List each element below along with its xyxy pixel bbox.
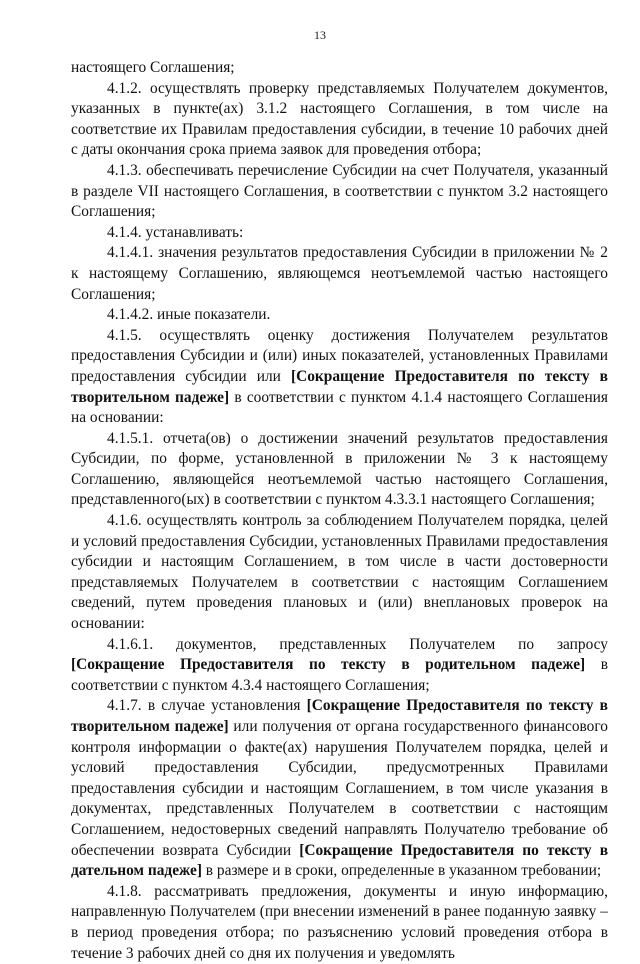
- paragraph: [71, 635, 608, 697]
- placeholder-bold-text: [Сокращение Предоставителя по тексту в дательном падеже]: [71, 841, 609, 880]
- paragraph-text: в размере и в сроки, определенные в указанном требовании;: [201, 862, 602, 880]
- paragraph: [71, 511, 608, 635]
- paragraph: [71, 243, 608, 305]
- paragraph-text: 4.1.6.1. документов, представленных Получателем по запросу: [107, 635, 608, 653]
- paragraph-text: настоящего Соглашения;: [71, 59, 235, 76]
- paragraph-text: 4.1.8. рассматривать предложения, документы и иную информацию, направленную Получателем (при внесении изменений в ранее поданную заявку – в период проведения отбора; по разъяснению условий проведения отбора в течение 3 рабочих дней со дня их получения и уведомлять: [71, 882, 608, 962]
- placeholder-bold-text: [Сокращение Предоставителя по тексту в творительном падеже]: [71, 367, 608, 406]
- placeholder-bold-text: [Сокращение Предоставителя по тексту в творительном падеже]: [71, 697, 608, 735]
- paragraph-text: 4.1.4.2. иные показатели.: [107, 306, 271, 324]
- placeholder-bold-text: [Сокращение Предоставителя по тексту в родительном падеже]: [71, 656, 586, 674]
- paragraph: [71, 305, 608, 326]
- paragraph-text: 4.1.5. осуществлять оценку достижения Получателем результатов предоставления Субсидии и (или) иных показателей, установленных Правилами предоставления субсидии или: [71, 326, 608, 385]
- paragraph-text: в соответствии с пунктом 4.1.4 настоящего Соглашения на основании:: [71, 388, 608, 427]
- paragraph-text: 4.1.4. устанавливать:: [107, 223, 244, 241]
- paragraph: [71, 696, 608, 881]
- paragraph: [71, 58, 608, 79]
- paragraph: [71, 429, 608, 511]
- paragraph-text: 4.1.7. в случае установления: [107, 697, 307, 715]
- paragraph-text: 4.1.5.1. отчета(ов) о достижении значений результатов предоставления Субсидии, по форме, установленной в приложении № 3 к настоящему Соглашению, являющейся неотъемлемой частью настоящего Соглашения, представленного(ых) в соответствии с пунктом 4.3.3.1 настоящего Соглашения;: [71, 429, 608, 509]
- paragraph: [71, 882, 608, 964]
- paragraph-text: в соответствии с пунктом 4.3.4 настоящего Соглашения;: [71, 656, 608, 694]
- paragraph-text: 4.1.4.1. значения результатов предоставления Субсидии в приложении № 2 к настоящему Соглашению, являющемся неотъемлемой частью настоящего Соглашения;: [71, 244, 608, 303]
- paragraph-text: 4.1.2. осуществлять проверку представляемых Получателем документов, указанных в пункте(ах) 3.1.2 настоящего Соглашения, в том числе на соответствие их Правилам предоставления субсидии, в течение 10 рабочих дней с даты окончания срока приема заявок для проведения отбора;: [71, 79, 608, 159]
- paragraph-text: 4.1.6. осуществлять контроль за соблюдением Получателем порядка, целей и условий предоставления Субсидии, установленных Правилами предоставления субсидии и настоящим Соглашением, в том числе в части достоверности представляемых Получателем в соответствии с настоящим Соглашением сведений, путем проведения плановых и (или) внеплановых проверок на основании:: [71, 512, 608, 633]
- paragraph-text: 4.1.3. обеспечивать перечисление Субсидии на счет Получателя, указанный в разделе VII настоящего Соглашения, в соответствии с пунктом 3.2 настоящего Соглашения;: [71, 161, 608, 221]
- page-number: 13: [314, 28, 326, 42]
- paragraph: [71, 326, 608, 429]
- document-body: [71, 58, 608, 964]
- paragraph: [71, 79, 608, 161]
- paragraph-text: или получения от органа государственного финансового контроля информации о факте(ах) нарушения Получателем порядка, целей и условий предоставления Субсидии, предусмотренных Правилами предоставления субсидии и настоящим Соглашением, в том числе указания в документах, представленных Получателем в соответствии с настоящим Соглашением, недостоверных сведений направлять Получателю требование об обеспечении возврата Субсидии: [71, 718, 608, 859]
- paragraph: [71, 161, 608, 223]
- paragraph: [71, 223, 608, 244]
